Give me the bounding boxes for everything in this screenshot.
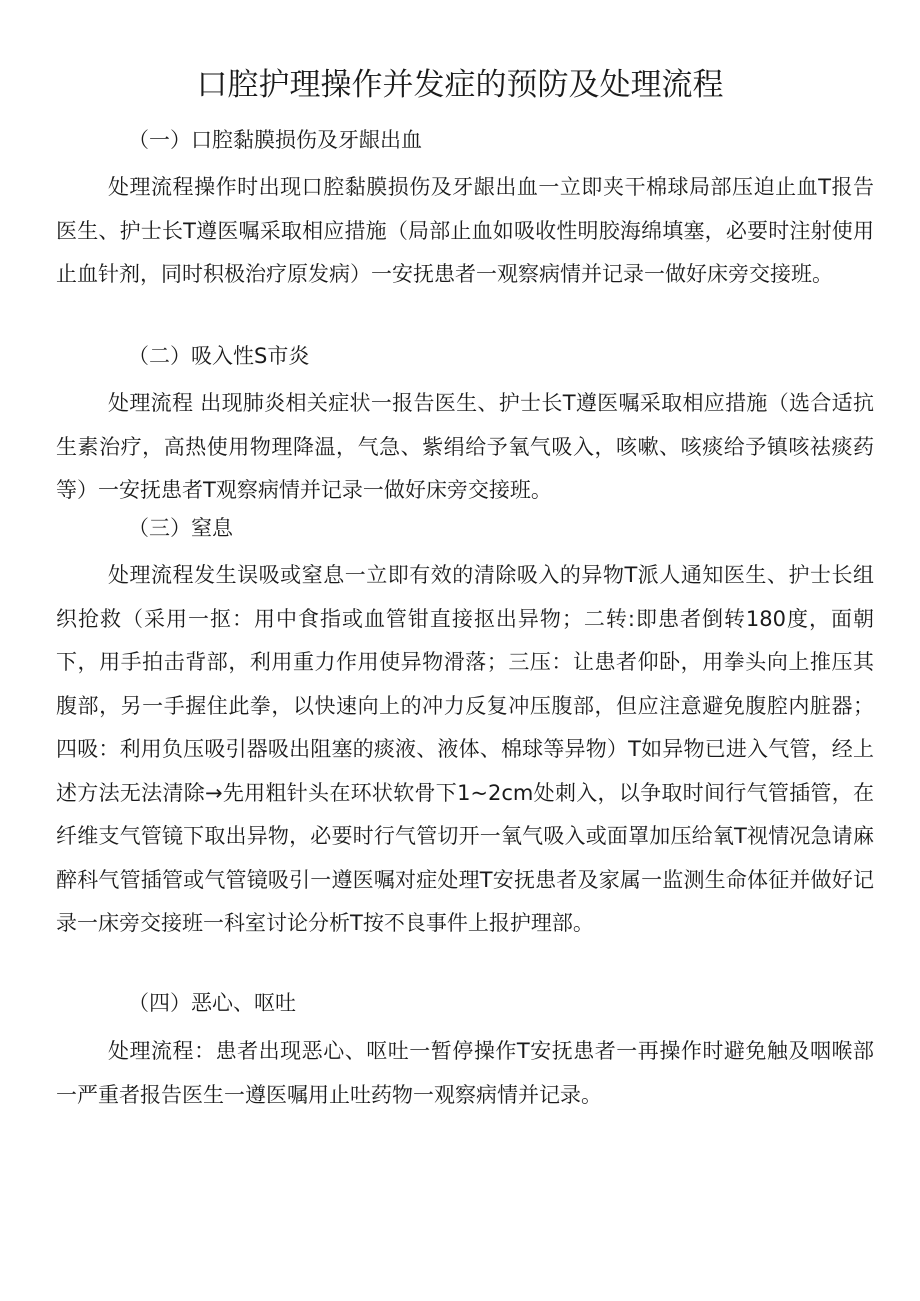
section-body-3: 处理流程发生误吸或窒息一立即有效的清除吸入的异物T派人通知医生、护士长组织抢救（采用一抠：用中食指或血管钳直接抠出异物；二转:即患者倒转180度，面朝下，用手拍击背部，利用重力作用使异物滑落；三压：让患者仰卧，用拳头向上推压其腹部，另一手握住此拳，以快速向上的冲力反复冲压腹部，但应注意避免腹腔内脏器；四吸：利用负压吸引器吸出阻塞的痰液、液体、棉球等异物）T如异物已进入气管，经上述方法无法清除→先用粗针头在环状软骨下1~2cm处刺入，以争取时间行气管插管，在纤维支气管镜下取出异物，必要时行气管切开一氧气吸入或面罩加压给氧T视情况急请麻醉科气管插管或气管镜吸引一遵医嘱对症处理T安抚患者及家属一监测生命体征并做好记录一床旁交接班一科室讨论分析T按不良事件上报护理部。 [56,563,874,935]
section-heading-4: （四）恶心、呕吐 [128,991,296,1015]
section-body-1: 处理流程操作时出现口腔黏膜损伤及牙龈出血一立即夹干棉球局部压迫止血T报告医生、护士长T遵医嘱采取相应措施（局部止血如吸收性明胶海绵填塞，必要时注射使用止血针剂，同时积极治疗原发病）一安抚患者一观察病情并记录一做好床旁交接班。 [56,175,874,286]
document-title: 口腔护理操作并发症的预防及处理流程 [196,67,724,103]
section-heading-2: （二）吸入性S市炎 [128,344,310,368]
section-heading-3: （三）窒息 [128,516,233,540]
section-body-2: 处理流程 出现肺炎相关症状一报告医生、护士长T遵医嘱采取相应措施（选合适抗生素治疗，高热使用物理降温，气急、紫绢给予氧气吸入，咳嗽、咳痰给予镇咳祛痰药等）一安抚患者T观察病情并记录一做好床旁交接班。 [56,391,874,502]
section-body-4: 处理流程：患者出现恶心、呕吐一暂停操作T安抚患者一再操作时避免触及咽喉部一严重者报告医生一遵医嘱用止吐药物一观察病情并记录。 [56,1039,874,1107]
section-heading-1: （一）口腔黏膜损伤及牙龈出血 [128,128,422,152]
